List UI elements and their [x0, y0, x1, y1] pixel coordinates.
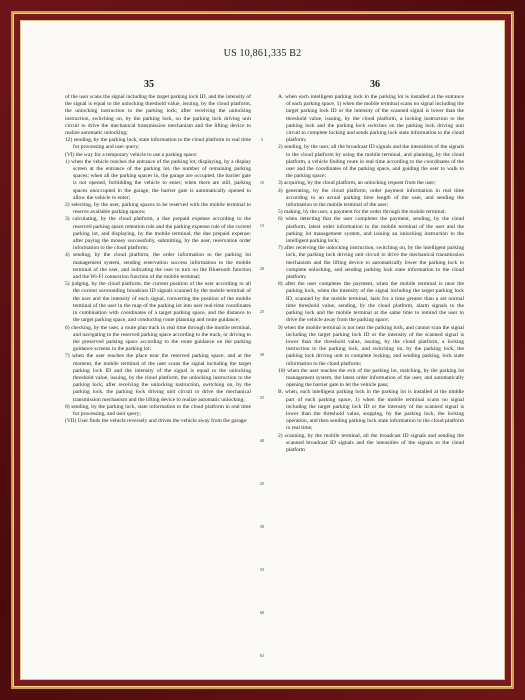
right-paragraph: A. when each intelligent parking lock in the parking lot is installed at the entrance of each parking space, 1) when the mobile terminal scans no signal including the target parking lock ID or the intensity of the scanned signal is lower than the threshold value, issuing, by the cloud platform, a locking instruction to the parking lock and the parking lock switches on the parking lock driving unit circuit to complete locking and sends parking lock state information to the cloud platform;	[278, 94, 464, 144]
right-paragraph: 9) when the mobile terminal is not near the parking lock, and cannot scan the signal including the target parking lock ID or the intensity of the scanned signal is lower than the threshold value, issuing, by the cloud platform, a locking instruction to the parking lock, and switching on, by the parking lock, the parking lock driving unit to complete locking, and sending parking, lock state information to the cloud platform;	[278, 324, 464, 367]
line-number: 30	[259, 352, 265, 357]
left-text-column	[65, 94, 251, 674]
left-paragraph: 4) sending, by the cloud platform, the order information to the parking lot management system, sending reservation success information to the mobile terminal of the user, and indicating the user to turn on the Bluetooth function and the Wi-Fi connection function of the mobile terminal;	[65, 252, 251, 281]
line-number: 20	[259, 266, 265, 271]
left-paragraph: 7) when the user reaches the place near the reserved parking space, and at the moment, the mobile terminal of the user scans the signal including the target parking lock ID and the intensity of the signal is equal to the unlocking threshold value, issuing, by the cloud platform, the unlocking instruction to the parking lock; after receiving the unlocking instruction, switching on, by the parking lock, the parking lock driving unit circuit to drive the mechanical transmission mechanism and the lifting device to realize automatic unlocking;	[65, 353, 251, 403]
left-paragraph: 3) calculating, by the cloud platform, a due prepaid expense according to the reserved parking space retention rule and the parking expense rule of the current parking lot, and displaying, by the mobile terminal, the due prepaid expense; after paying the money successfully, submitting, by the user, reservation order information to the cloud platform;	[65, 216, 251, 252]
left-paragraph: 6) checking, by the user, a route plan track in real time through the mobile terminal, and navigating to the reserved parking space according to the track, or driving to the preserved parking space according to the route guidance on the parking guidance screens in the parking lot;	[65, 324, 251, 353]
right-column-number: 36	[370, 79, 380, 90]
left-paragraph: 2) selecting, by the user, parking spaces to be reserved with the mobile terminal to reserve available parking spaces;	[65, 202, 251, 216]
line-number: 55	[259, 567, 265, 572]
right-paragraph: 3) acquiring, by the cloud platform, an unlocking request from the user;	[278, 180, 436, 187]
line-number-gutter	[255, 94, 269, 674]
right-paragraph: 10) when the user reaches the exit of the parking lot, matching, by the parking lot management system, the latest order information of the user, and automatically opening the barrier gate to let the vehicle pass;	[278, 367, 464, 389]
left-paragraph: of the user scans the signal including the target parking lock ID, and the intensity of the signal is equal to the unlocking threshold value, issuing, by the cloud platform, the unlocking instruction to the parking lock; after receiving the unlocking instruction, switching on, by the parking lock, on the parking lock driving unit circuit to drive the mechanical transmission mechanism and the lifting device to realize automatic unlocking;	[65, 94, 251, 137]
right-paragraph: 4) generating, by the cloud platform, order payment information in real time according to an actual parking time length of the user, and sending the information to the mobile terminal of the user;	[278, 187, 464, 209]
right-paragraph: 2) sending, by the user, all the broadcast ID signals and the intensities of the signals to the cloud platform by using the mobile terminal, and planning, by the cloud platform, a vehicle finding route in real time according to the coordinates of the user and the coordinates of the parking space, and guiding the user to walk to the parking space;	[278, 144, 464, 180]
right-paragraph: 7) after receiving the unlocking instruction, switching on, by the intelligent parking lock, the parking lock driving unit circuit to drive the mechanical transmission mechanism and the lifting device to automatically lower the parking lock to complete unlocking, and sending parking lock state information to the cloud platform;	[278, 245, 464, 281]
patent-page	[20, 20, 505, 680]
left-section-heading: (VI) the way for a temporary vehicle to use a parking space:	[65, 151, 198, 158]
left-column-number: 35	[144, 79, 154, 90]
right-paragraph: 8) after the user completes the payment, when the mobile terminal is near the parking lock, when the intensity of the signal including the target parking lock ID, scanned by the mobile terminal, lasts for a time greater than a set normal time threshold value, sending, by the cloud platform, alarm signals to the parking lock and the mobile terminal at the same time to remind the user to drive the vehicle away from the parking space;	[278, 281, 464, 324]
line-number: 60	[259, 610, 265, 615]
line-number: 5	[260, 137, 264, 142]
line-number: 45	[259, 481, 265, 486]
line-number: 10	[259, 180, 265, 185]
right-paragraph: 5) making, by the user, a payment for the order through the mobile terminal;	[278, 209, 446, 216]
line-number: 35	[259, 395, 265, 400]
line-number: 15	[259, 223, 265, 228]
right-paragraph: 6) when detecting that the user completes the payment, sending, by the cloud platform, latest order information to the mobile terminal of the user and the parking lot management system, and issuing an unlocking instruction to the intelligent parking lock;	[278, 216, 464, 245]
line-number: 50	[259, 524, 265, 529]
line-number: 25	[259, 309, 265, 314]
left-paragraph: 8) sending, by the parking lock, state information to the cloud platform in real time for processing, and user query;	[65, 403, 251, 417]
line-number: 65	[259, 653, 265, 658]
left-paragraph: 5) judging, by the cloud platform, the current position of the user according to all the current surrounding broadcast ID signals scanned by the mobile terminal of the user and the intensity of each signal, converting the position of the mobile terminal of the user in the map of the parking lot into user real-time coordinates in combination with coordinates of a target parking space, and the distance to the target parking space, and conducting route planning and route guidance;	[65, 281, 251, 324]
patent-number-header: US 10,861,335 B2	[223, 48, 302, 59]
right-paragraph: 2) scanning, by the mobile terminal, all the broadcast ID signals and sending the scanned broadcast ID signals and the intensities of the signals to the cloud platform	[278, 432, 464, 453]
right-text-column	[278, 94, 464, 674]
left-paragraph: 12) sending, by the parking lock, state information to the cloud platform in real time for processing and user query;	[65, 137, 251, 151]
left-paragraph: 1) when the vehicle reaches the entrance of the parking lot, displaying, by a display screen at the entrance of the parking lot, the number of remaining parking spaces; when all the parking spaces in, the garage are occupied, the barrier gate is not opened, forbidding the vehicle to enter; when there are still, parking spaces unoccupied in the garage, the barrier gate is automatically opened to allow the vehicle to enter;	[65, 158, 251, 201]
line-number: 40	[259, 438, 265, 443]
left-section-heading: (VII) User finds the vehicle reversely and drives the vehicle away from the garage:	[65, 418, 248, 425]
right-paragraph: B. when, each intelligent parking lock in the parking lot is installed at the middle part of each parking space, 1) when the mobile terminal scans no signal including the target parking lock ID or the intensity of the scanned signal is lower than the threshold value, stopping, by the parking lock, the locking operation, and then sending parking lock state information to the cloud platform in real time;	[278, 389, 464, 432]
